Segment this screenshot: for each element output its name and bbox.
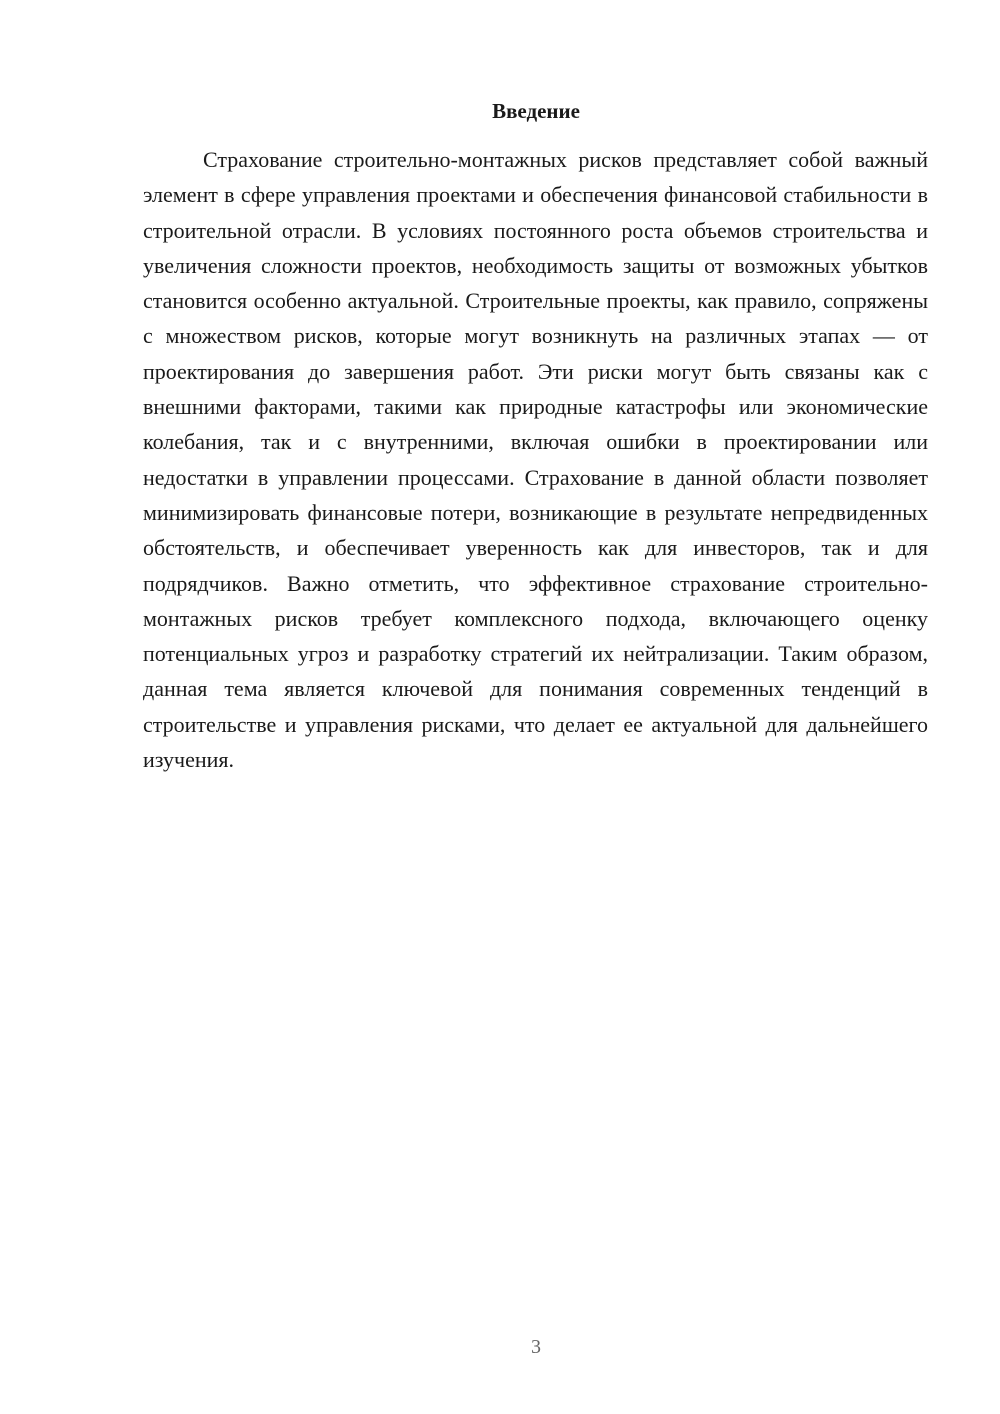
section-heading: Введение [492, 99, 580, 123]
page-number: 3 [531, 1336, 541, 1358]
intro-paragraph: Страхование строительно-монтажных рисков представляет собой важный элемент в сфере управления проектами и обеспечения финансовой стабильности в строительной отрасли. В условиях постоянного роста объемов строительства и увеличения сложности проектов, необходимость защиты от возможных убытков становится особенно актуальной. Строительные проекты, как правило, сопряжены с множеством рисков, которые могут возникнуть на различных этапах — от проектирования до завершения работ. Эти риски могут быть связаны как с внешними факторами, такими как природные катастрофы или экономические колебания, так и с внутренними, включая ошибки в проектировании или недостатки в управлении процессами. Страхование в данной области позволяет минимизировать финансовые потери, возникающие в результате непредвиденных обстоятельств, и обеспечивает уверенность как для инвесторов, так и для подрядчиков. Важно отметить, что эффективное страхование строительно-монтажных рисков требует комплексного подхода, включающего оценку потенциальных угроз и разработку стратегий их нейтрализации. Таким образом, данная тема является ключевой для понимания современных тенденций в строительстве и управления рисками, что делает ее актуальной для дальнейшего изучения. [143, 147, 928, 773]
